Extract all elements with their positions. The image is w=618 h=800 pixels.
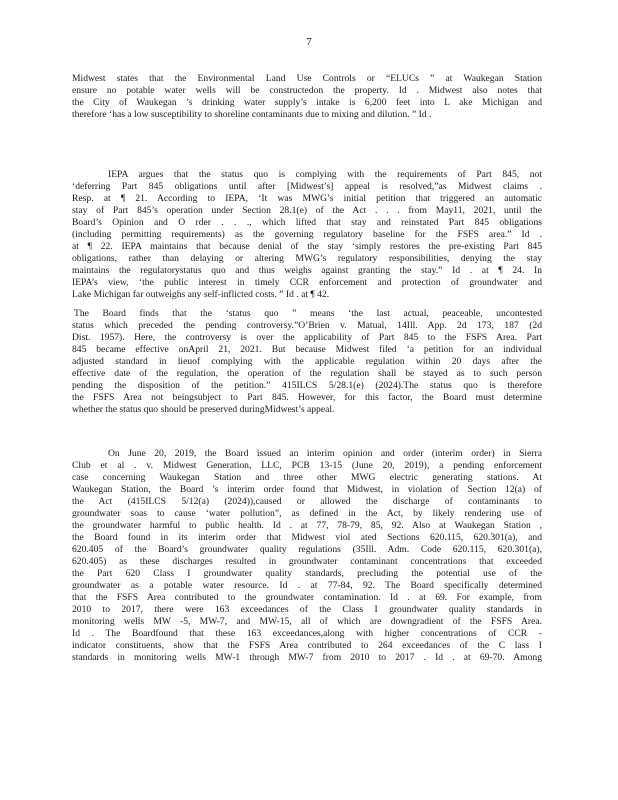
text-line: that the FSFS Area contributed to the groundwater contamination. Id . at 69. For example, from <box>72 592 542 603</box>
text-line: Waukegan Station, the Board ’s interim order found that Midwest, in violation of Section 12(a) of <box>72 484 542 495</box>
text-line: ‘deferring Part 845 obligations until after [Midwest’s] appeal is resolved,”as Midwest claims . <box>72 181 542 192</box>
paragraph-iepa-argues <box>72 169 542 301</box>
text-line: the Board found in its interim order that Midwest viol ated Sections 620.115, 620.301(a), and <box>72 532 542 543</box>
text-line: the Part 620 Class I groundwater quality standards, precluding the potential use of the <box>72 568 542 579</box>
text-line: Midwest states that the Environmental Land Use Controls or “ELUCs ” at Waukegan Station <box>72 73 542 84</box>
text-line: monitoring wells MW -5, MW-7, and MW-15, all of which are downgradient of the FSFS Area. <box>72 616 542 627</box>
text-line: indicator constituents, show that the FSFS Area contributed to 264 exceedances of the C lass I <box>72 640 542 651</box>
text-line: whether the status quo should be preserved duringMidwest’s appeal. <box>72 404 335 415</box>
text-line: obligations, rather than delaying or altering MWG’s regulatory responsibilities, denying the stay <box>72 253 542 264</box>
text-line: maintains the regulatorystatus quo and thus weighs against granting the stay.” Id . at ¶ 24. In <box>72 265 542 276</box>
text-line: (including permitting requirements) as the governing regulatory baseline for the FSFS area.” Id . <box>72 229 542 240</box>
paragraph-board-finds <box>72 308 542 416</box>
text-line: IEPA’s view, ‘the public interest in timely CCR enforcement and protection of groundwater and <box>72 277 542 288</box>
paragraph-elucs <box>72 73 542 121</box>
text-line: 845 became effective onApril 21, 2021. But because Midwest filed ‘a petition for an individual <box>72 344 542 355</box>
text-line: 620.405 of the Board’s groundwater quality regulations (35Ill. Adm. Code 620.115, 620.301(a), <box>72 544 542 555</box>
text-line: pending the disposition of the petition.” 415ILCS 5/28.1(e) (2024).The status quo is therefore <box>72 380 542 391</box>
text-line: the City of Waukegan ’s drinking water supply’s intake is 6,200 feet into L ake Michigan and <box>72 97 542 108</box>
text-line: 620.405) as these discharges resulted in groundwater contaminant concentrations that exceeded <box>72 556 542 567</box>
page-number: 7 <box>306 36 312 48</box>
text-line: The Board finds that the ‘status quo ” means ‘the last actual, peaceable, uncontested <box>74 308 542 319</box>
text-line: groundwater as a potable water resource. Id . at 77-84, 92. The Board specifically determined <box>72 580 542 591</box>
text-line: IEPA argues that the status quo is complying with the requirements of Part 845, not <box>108 169 542 180</box>
text-line: standards in monitoring wells MW-1 through MW-7 from 2010 to 2017 . Id . at 69-70. Among <box>72 652 542 663</box>
text-line: effective date of the regulation, the operation of the regulation shall be stayed as to such person <box>72 368 542 379</box>
text-line: the FSFS Area not beingsubject to Part 845. However, for this factor, the Board must determine <box>72 392 542 403</box>
text-line: Id . The Boardfound that these 163 exceedances,along with higher concentrations of CCR - <box>72 628 542 639</box>
text-line: On June 20, 2019, the Board issued an interim opinion and order (interim order) in Sierra <box>108 448 542 459</box>
text-line: groundwater soas to cause ‘water pollution”, as defined in the Act, by likely rendering use of <box>72 508 542 519</box>
text-line: Board’s Opinion and O rder . . ., which lifted that stay and reinstated Part 845 obligations <box>72 217 542 228</box>
text-line: the Act (415ILCS 5/12(a) (2024)),caused or allowed the discharge of contaminants to <box>72 496 542 507</box>
text-line: status which preceded the pending controversy.”O’Brien v. Matual, 14Ill. App. 2d 173, 187 (2d <box>72 320 542 331</box>
paragraph-interim-order <box>72 448 542 664</box>
text-line: at ¶ 22. IEPA maintains that because denial of the stay ‘simply restores the pre-existing Part 845 <box>72 241 542 252</box>
text-line: Club et al . v. Midwest Generation, LLC, PCB 13-15 (June 20, 2019), a pending enforcement <box>72 460 542 471</box>
text-line: ensure no potable water wells will be constructedon the property. Id . Midwest also notes that <box>72 85 542 96</box>
text-line: Lake Michigan far outweighs any self-inflicted costs. ” Id . at ¶ 42. <box>72 289 330 300</box>
text-line: stay of Part 845’s operation under Section 28.1(e) of the Act . . . from May11, 2021, until the <box>72 205 542 216</box>
text-line: the groundwater harmful to public health. Id . at 77, 78-79, 85, 92. Also at Waukegan Station , <box>72 520 542 531</box>
text-line: Resp. at ¶ 21. According to IEPA, ‘It was MWG’s initial petition that triggered an automatic <box>72 193 542 204</box>
text-line: Dist. 1957). Here, the controversy is over the applicability of Part 845 to the FSFS Area. Part <box>72 332 542 343</box>
text-line: 2010 to 2017, there were 163 exceedances of the Class I groundwater quality standards in <box>72 604 542 615</box>
text-line: adjusted standard in lieuof complying with the applicable regulation within 20 days after the <box>72 356 542 367</box>
text-line: case concerning Waukegan Station and three other MWG electric generating stations. At <box>72 472 542 483</box>
text-line: therefore ‘has a low susceptibility to shoreline contaminants due to mixing and dilution. ” Id . <box>72 109 432 120</box>
